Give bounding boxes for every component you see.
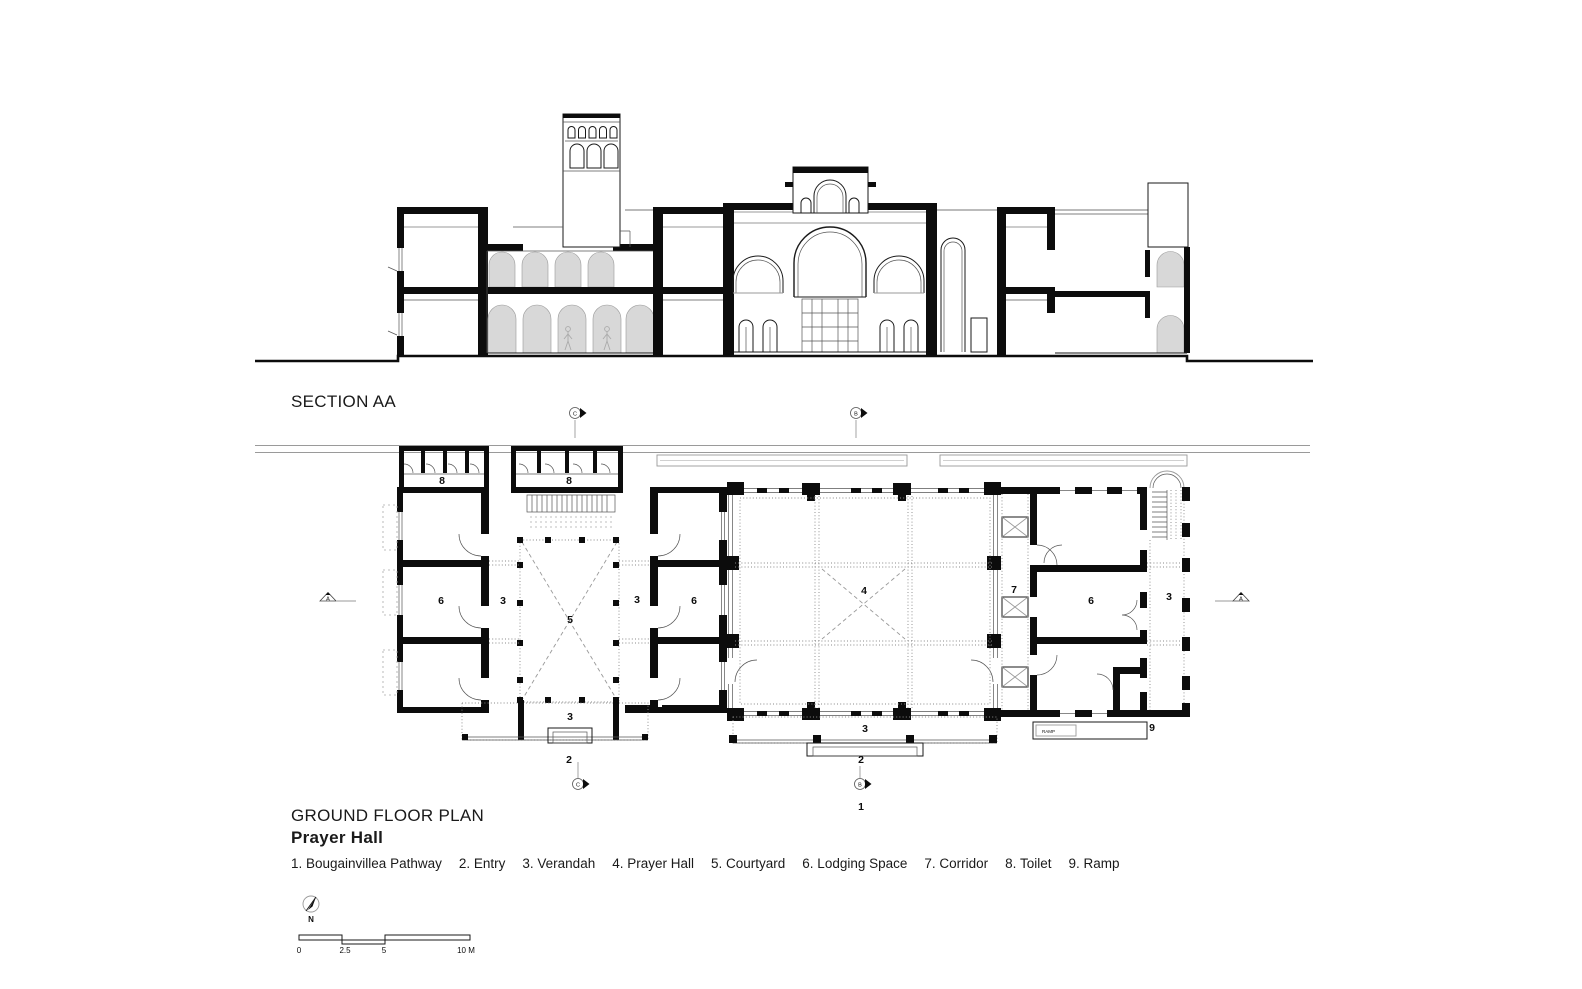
section-corridor-bay	[937, 210, 997, 352]
room-number-label: 3	[634, 594, 640, 606]
scale-label: 0	[296, 946, 302, 955]
north-arrow-icon	[303, 896, 319, 924]
scale-label: 2.5	[339, 946, 351, 955]
scale-label: 10 M	[457, 946, 475, 955]
svg-text:B: B	[854, 411, 858, 418]
room-number-label: 8	[566, 475, 572, 487]
svg-text:A: A	[326, 596, 330, 603]
legend-item: 9. Ramp	[1068, 856, 1120, 871]
section-marker-a-left	[320, 593, 356, 603]
plan-subtitle: Prayer Hall	[291, 828, 384, 847]
room-number-label: 8	[439, 475, 445, 487]
legend-item: 8. Toilet	[1005, 856, 1052, 871]
ramp-text: RAMP	[1042, 729, 1056, 734]
plan-inner-right-wing	[650, 487, 727, 713]
section-marker-b-bottom	[855, 766, 872, 790]
ground-line	[255, 356, 1313, 361]
plan-stair-north	[527, 495, 615, 527]
room-number-label: 9	[1149, 722, 1155, 734]
plan-prayer-hall	[725, 482, 1001, 721]
section-marker-c-top	[570, 408, 587, 439]
legend	[291, 856, 1136, 871]
north-label: N	[308, 915, 314, 924]
svg-text:A: A	[1239, 596, 1243, 603]
section-prayer-hall	[723, 167, 937, 357]
section-drawing	[255, 114, 1313, 361]
section-right-tower-bay	[1055, 183, 1190, 353]
section-title: SECTION AA	[291, 392, 397, 411]
legend-item: 3. Verandah	[522, 856, 596, 871]
plan-corridor	[1000, 487, 1057, 717]
room-number-label: 6	[1088, 595, 1094, 607]
legend-item: 5. Courtyard	[711, 856, 786, 871]
section-right-block	[997, 207, 1055, 357]
room-number-label: 4	[861, 585, 867, 597]
legend-item: 6. Lodging Space	[802, 856, 908, 871]
room-number-label: 5	[567, 614, 573, 626]
plan-connector-walls	[625, 705, 727, 713]
plan-drawing	[255, 408, 1310, 814]
legend-item: 1. Bougainvillea Pathway	[291, 856, 442, 871]
room-number-label: 1	[858, 801, 864, 813]
legend-item: 7. Corridor	[924, 856, 989, 871]
plan-entry-left	[462, 700, 648, 743]
legend-item: 4. Prayer Hall	[612, 856, 694, 871]
room-number-label: 3	[500, 595, 506, 607]
room-number-label: 3	[567, 711, 573, 723]
svg-text:C: C	[576, 782, 580, 789]
svg-text:C: C	[573, 411, 577, 418]
section-marker-b-top	[851, 408, 868, 439]
plan-left-wing	[383, 487, 489, 713]
plan-title: GROUND FLOOR PLAN	[291, 806, 485, 825]
svg-text:B: B	[858, 782, 862, 789]
scale-bar	[297, 935, 475, 955]
room-number-label: 3	[1166, 591, 1172, 603]
section-tower	[513, 114, 630, 247]
plan-ramp	[1033, 722, 1147, 739]
section-left-block	[388, 207, 488, 357]
room-number-label: 7	[1011, 584, 1017, 596]
room-number-label: 2	[858, 754, 864, 766]
room-number-label: 6	[691, 595, 697, 607]
room-number-label: 3	[862, 723, 868, 735]
scale-label: 5	[381, 946, 387, 955]
room-number-label: 6	[438, 595, 444, 607]
section-marker-c-bottom	[573, 762, 590, 790]
section-marker-a-right	[1215, 593, 1249, 603]
legend-item: 2. Entry	[458, 856, 506, 871]
room-number-label: 2	[566, 754, 572, 766]
